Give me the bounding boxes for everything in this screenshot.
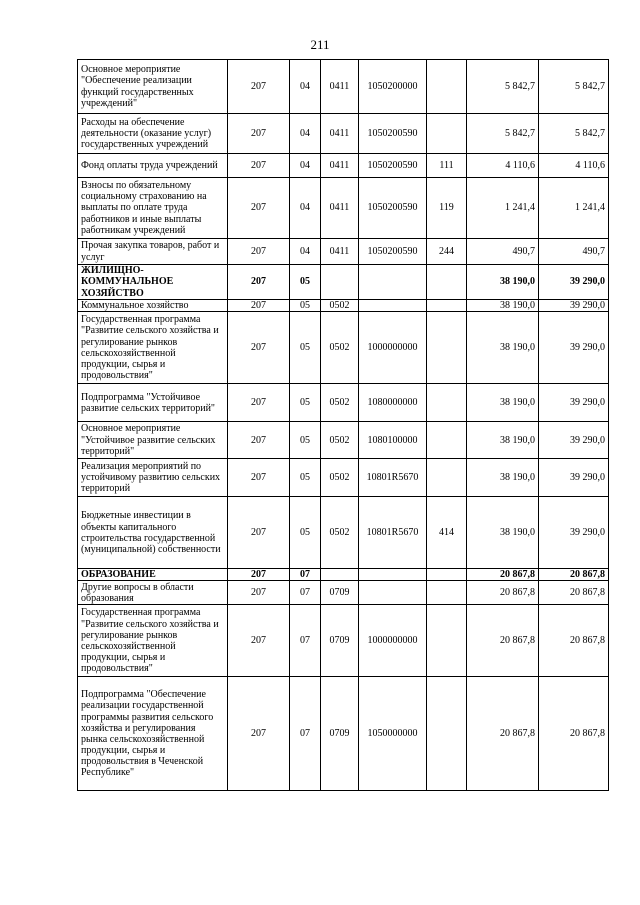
subsection-code-cell: 0502 [321, 384, 359, 422]
row-name-cell: ЖИЛИЩНО-КОММУНАЛЬНОЕ ХОЗЯЙСТВО [78, 265, 228, 300]
amount-year1-cell: 38 190,0 [467, 265, 539, 300]
expense-type-cell [427, 569, 467, 581]
ved-code-cell: 207 [228, 154, 290, 178]
amount-year1-cell: 38 190,0 [467, 384, 539, 422]
section-code-cell: 05 [290, 384, 321, 422]
section-code-cell: 05 [290, 265, 321, 300]
expense-type-cell [427, 384, 467, 422]
subsection-code-cell [321, 569, 359, 581]
table-row [78, 312, 609, 384]
target-article-cell [359, 300, 427, 312]
target-article-cell: 10801R5670 [359, 459, 427, 497]
amount-year1-cell: 38 190,0 [467, 497, 539, 569]
ved-code-cell: 207 [228, 239, 290, 265]
subsection-code-cell: 0502 [321, 300, 359, 312]
target-article-cell: 1050200000 [359, 60, 427, 114]
ved-code-cell: 207 [228, 497, 290, 569]
amount-year2-cell: 39 290,0 [539, 265, 609, 300]
amount-year1-cell: 5 842,7 [467, 114, 539, 154]
amount-year1-cell: 38 190,0 [467, 312, 539, 384]
table-row [78, 422, 609, 459]
amount-year1-cell: 490,7 [467, 239, 539, 265]
table-row [78, 605, 609, 677]
budget-table-body [78, 60, 609, 791]
row-name-cell: Подпрограмма "Устойчивое развитие сельских территорий" [78, 384, 228, 422]
amount-year1-cell: 38 190,0 [467, 300, 539, 312]
section-code-cell: 05 [290, 300, 321, 312]
subsection-code-cell: 0502 [321, 459, 359, 497]
expense-type-cell: 119 [427, 178, 467, 239]
expense-type-cell: 414 [427, 497, 467, 569]
target-article-cell [359, 581, 427, 605]
section-code-cell: 05 [290, 497, 321, 569]
table-row [78, 239, 609, 265]
ved-code-cell: 207 [228, 422, 290, 459]
amount-year2-cell: 39 290,0 [539, 422, 609, 459]
ved-code-cell: 207 [228, 265, 290, 300]
expense-type-cell [427, 677, 467, 791]
row-name-cell: Фонд оплаты труда учреждений [78, 154, 228, 178]
row-name-cell: Расходы на обеспечение деятельности (оказание услуг) государственных учреждений [78, 114, 228, 154]
expense-type-cell [427, 60, 467, 114]
expense-type-cell [427, 605, 467, 677]
subsection-code-cell: 0411 [321, 114, 359, 154]
section-code-cell: 07 [290, 581, 321, 605]
row-name-cell: Подпрограмма "Обеспечение реализации государственной программы развития сельского хозяйства и регулирования рынка сельскохозяйственной продукции, сырья и продовольствия в Чеченской Республике" [78, 677, 228, 791]
table-row [78, 60, 609, 114]
section-code-cell: 07 [290, 677, 321, 791]
ved-code-cell: 207 [228, 384, 290, 422]
amount-year1-cell: 5 842,7 [467, 60, 539, 114]
expense-type-cell: 111 [427, 154, 467, 178]
expense-type-cell [427, 581, 467, 605]
row-name-cell: Другие вопросы в области образования [78, 581, 228, 605]
table-row [78, 384, 609, 422]
subsection-code-cell: 0502 [321, 497, 359, 569]
section-code-cell: 04 [290, 178, 321, 239]
target-article-cell: 1050000000 [359, 677, 427, 791]
amount-year1-cell: 38 190,0 [467, 422, 539, 459]
amount-year2-cell: 5 842,7 [539, 60, 609, 114]
ved-code-cell: 207 [228, 300, 290, 312]
expense-type-cell [427, 459, 467, 497]
amount-year1-cell: 1 241,4 [467, 178, 539, 239]
amount-year1-cell: 20 867,8 [467, 605, 539, 677]
amount-year2-cell: 20 867,8 [539, 677, 609, 791]
amount-year1-cell: 20 867,8 [467, 677, 539, 791]
target-article-cell [359, 569, 427, 581]
subsection-code-cell: 0502 [321, 422, 359, 459]
section-code-cell: 07 [290, 605, 321, 677]
subsection-code-cell: 0709 [321, 605, 359, 677]
subsection-code-cell: 0411 [321, 239, 359, 265]
target-article-cell: 1000000000 [359, 605, 427, 677]
amount-year2-cell: 490,7 [539, 239, 609, 265]
ved-code-cell: 207 [228, 581, 290, 605]
amount-year1-cell: 4 110,6 [467, 154, 539, 178]
subsection-code-cell [321, 265, 359, 300]
row-name-cell: Коммунальное хозяйство [78, 300, 228, 312]
amount-year2-cell: 1 241,4 [539, 178, 609, 239]
expense-type-cell [427, 300, 467, 312]
target-article-cell: 1050200590 [359, 154, 427, 178]
target-article-cell: 1080100000 [359, 422, 427, 459]
amount-year1-cell: 20 867,8 [467, 581, 539, 605]
row-name-cell: Основное мероприятие "Устойчивое развитие сельских территорий" [78, 422, 228, 459]
section-code-cell: 05 [290, 422, 321, 459]
row-name-cell: Государственная программа "Развитие сельского хозяйства и регулирование рынков сельскохозяйственной продукции, сырья и продовольствия" [78, 605, 228, 677]
ved-code-cell: 207 [228, 677, 290, 791]
amount-year2-cell: 20 867,8 [539, 569, 609, 581]
ved-code-cell: 207 [228, 569, 290, 581]
row-name-cell: Прочая закупка товаров, работ и услуг [78, 239, 228, 265]
ved-code-cell: 207 [228, 312, 290, 384]
row-name-cell: Бюджетные инвестиции в объекты капитального строительства государственной (муниципальной) собственности [78, 497, 228, 569]
amount-year2-cell: 39 290,0 [539, 497, 609, 569]
row-name-cell: Государственная программа "Развитие сельского хозяйства и регулирование рынков сельскохозяйственной продукции, сырья и продовольствия" [78, 312, 228, 384]
subsection-code-cell: 0709 [321, 677, 359, 791]
target-article-cell: 1050200590 [359, 178, 427, 239]
expense-type-cell: 244 [427, 239, 467, 265]
ved-code-cell: 207 [228, 60, 290, 114]
ved-code-cell: 207 [228, 178, 290, 239]
amount-year2-cell: 39 290,0 [539, 312, 609, 384]
amount-year2-cell: 20 867,8 [539, 581, 609, 605]
amount-year2-cell: 5 842,7 [539, 114, 609, 154]
subsection-code-cell: 0411 [321, 178, 359, 239]
table-row [78, 497, 609, 569]
table-row [78, 114, 609, 154]
table-row [78, 569, 609, 581]
row-name-cell: Взносы по обязательному социальному страхованию на выплаты по оплате труда работников и иные выплаты работникам учреждений [78, 178, 228, 239]
row-name-cell: Реализация мероприятий по устойчивому развитию сельских территорий [78, 459, 228, 497]
table-row [78, 265, 609, 300]
budget-table [77, 59, 609, 791]
expense-type-cell [427, 265, 467, 300]
table-row [78, 677, 609, 791]
amount-year1-cell: 38 190,0 [467, 459, 539, 497]
target-article-cell: 1050200590 [359, 114, 427, 154]
section-code-cell: 04 [290, 60, 321, 114]
section-code-cell: 04 [290, 154, 321, 178]
amount-year2-cell: 39 290,0 [539, 300, 609, 312]
expense-type-cell [427, 114, 467, 154]
amount-year2-cell: 39 290,0 [539, 459, 609, 497]
target-article-cell [359, 265, 427, 300]
table-row [78, 154, 609, 178]
ved-code-cell: 207 [228, 605, 290, 677]
ved-code-cell: 207 [228, 459, 290, 497]
table-row [78, 581, 609, 605]
section-code-cell: 05 [290, 312, 321, 384]
amount-year2-cell: 4 110,6 [539, 154, 609, 178]
table-row [78, 459, 609, 497]
section-code-cell: 04 [290, 114, 321, 154]
amount-year1-cell: 20 867,8 [467, 569, 539, 581]
target-article-cell: 10801R5670 [359, 497, 427, 569]
subsection-code-cell: 0411 [321, 154, 359, 178]
subsection-code-cell: 0709 [321, 581, 359, 605]
expense-type-cell [427, 312, 467, 384]
amount-year2-cell: 20 867,8 [539, 605, 609, 677]
row-name-cell: ОБРАЗОВАНИЕ [78, 569, 228, 581]
amount-year2-cell: 39 290,0 [539, 384, 609, 422]
section-code-cell: 07 [290, 569, 321, 581]
target-article-cell: 1080000000 [359, 384, 427, 422]
ved-code-cell: 207 [228, 114, 290, 154]
table-row [78, 178, 609, 239]
expense-type-cell [427, 422, 467, 459]
section-code-cell: 05 [290, 459, 321, 497]
target-article-cell: 1050200590 [359, 239, 427, 265]
row-name-cell: Основное мероприятие "Обеспечение реализации функций государственных учреждений" [78, 60, 228, 114]
subsection-code-cell: 0411 [321, 60, 359, 114]
table-row [78, 300, 609, 312]
subsection-code-cell: 0502 [321, 312, 359, 384]
target-article-cell: 1000000000 [359, 312, 427, 384]
page-number: 211 [310, 37, 330, 52]
section-code-cell: 04 [290, 239, 321, 265]
